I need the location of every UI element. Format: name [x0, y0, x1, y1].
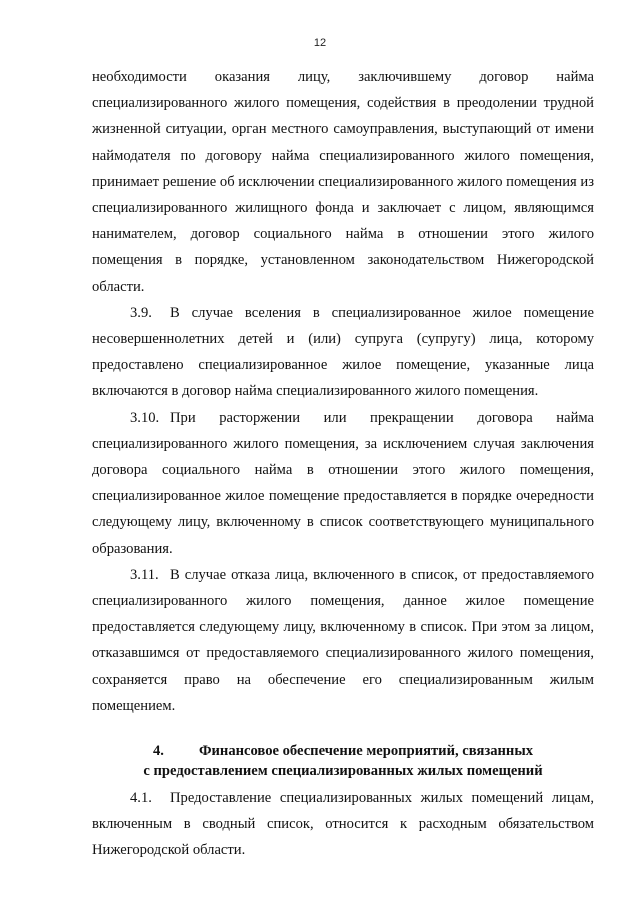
document-body — [92, 64, 594, 864]
section-heading-line-1 — [92, 741, 594, 761]
paragraph-3-10 — [92, 405, 594, 562]
clause-text-3-10: При расторжении или прекращении договора найма специализированного жилого помещения, за исключением случая заключения договора социального найма в отношении этого жилого помещения, специализированное жилое помещение предоставляется в порядке очередности следующему лицу, включенному в список соответствующего муниципального образования. — [92, 409, 594, 557]
section-number: 4. — [152, 743, 164, 760]
clause-number-3-9: 3.9. — [130, 304, 152, 321]
clause-text-3-11: В случае отказа лица, включенного в список, от предоставляемого специализированного жилого помещения, данное жилое помещение предоставляется следующему лицу, включенному в список. При этом за лицом, отказавшимся от предоставляемого специализированного жилого помещения, сохраняется право на обеспечение его специализированным жилым помещением. — [92, 566, 594, 714]
clause-number-3-10: 3.10. — [130, 409, 160, 426]
section-title-line-2: с предоставлением специализированных жилых помещений — [143, 763, 543, 780]
section-title-line-1: Финансовое обеспечение мероприятий, связанных — [198, 743, 534, 760]
clause-number-4-1: 4.1. — [130, 790, 152, 807]
section-heading — [92, 741, 594, 781]
clause-number-3-11: 3.11. — [130, 566, 159, 583]
page-number: 12 — [313, 37, 327, 49]
clause-text-3-9: В случае вселения в специализированное жилое помещение несовершеннолетних детей и (или) супруга (супругу) лица, которому предоставлено специализированное жилое помещение, указанные лица включаются в договор найма специализированного жилого помещения. — [92, 304, 594, 400]
paragraph-4-1 — [92, 785, 594, 864]
paragraph-continued: необходимости оказания лицу, заключившему договор найма специализированного жилого помещения, содействия в преодолении трудной жизненной ситуации, орган местного самоуправления, выступающий от имени наймодателя по договору найма специализированного жилого помещения, принимает решение об исключении специализированного жилого помещения из специализированного жилищного фонда и заключает с лицом, являющимся нанимателем, договор социального найма в отношении этого жилого помещения в порядке, установленном законодательством Нижегородской области. — [92, 69, 594, 295]
clause-text-4-1: Предоставление специализированных жилых помещений лицам, включенным в сводный список, относится к расходным обязательством Нижегородской области. — [92, 790, 594, 859]
paragraph-3-9 — [92, 300, 594, 405]
paragraph-3-11 — [92, 562, 594, 719]
